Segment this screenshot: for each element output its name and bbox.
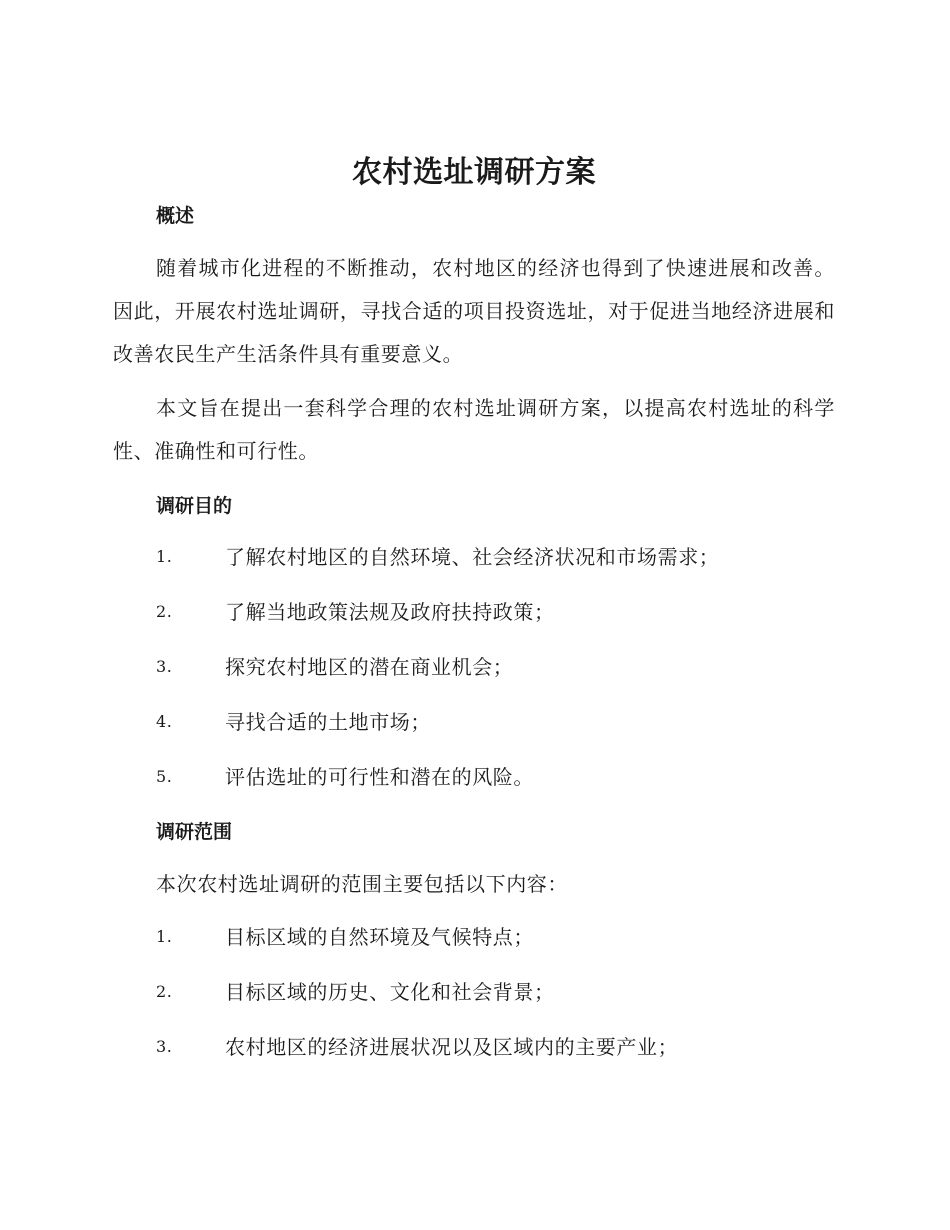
list-item-text: 目标区域的自然环境及气候特点；	[225, 925, 534, 949]
list-item	[113, 702, 835, 757]
section-heading-purpose: 调研目的	[156, 495, 233, 517]
list-item	[113, 592, 835, 647]
list-item-text: 评估选址的可行性和潜在的风险。	[225, 765, 534, 789]
list-item-text: 探究农村地区的潜在商业机会；	[225, 655, 514, 679]
list-item	[113, 537, 835, 592]
list-item-text: 目标区域的历史、文化和社会背景；	[225, 980, 555, 1004]
spacer	[113, 236, 835, 247]
document-title: 农村选址调研方案	[352, 155, 596, 190]
list-item-number: 4.	[156, 712, 173, 731]
list-item	[113, 757, 835, 812]
spacer	[113, 526, 835, 537]
list-item-number: 1.	[156, 927, 173, 946]
spacer	[113, 906, 835, 917]
list-item-number: 5.	[156, 767, 173, 786]
list-item-number: 3.	[156, 657, 173, 676]
list-item	[113, 972, 835, 1027]
list-item-text: 了解当地政策法规及政府扶持政策；	[225, 600, 555, 624]
list-item-text: 了解农村地区的自然环境、社会经济状况和市场需求；	[225, 545, 720, 569]
list-item	[113, 1027, 835, 1082]
list-item	[113, 917, 835, 972]
list-item-text: 寻找合适的土地市场；	[225, 710, 431, 734]
list-item-number: 1.	[156, 547, 173, 566]
overview-paragraph-2: 本文旨在提出一套科学合理的农村选址调研方案，以提高农村选址的科学性、准确性和可行性。	[113, 396, 835, 463]
list-item-number: 2.	[156, 602, 173, 621]
list-item-number: 2.	[156, 982, 173, 1001]
scope-intro: 本次农村选址调研的范围主要包括以下内容：	[156, 872, 568, 896]
list-item	[113, 647, 835, 702]
spacer	[113, 376, 835, 387]
section-heading-scope: 调研范围	[156, 821, 233, 843]
spacer	[113, 852, 835, 863]
overview-paragraph-1: 随着城市化进程的不断推动，农村地区的经济也得到了快速进展和改善。因此，开展农村选址调研，寻找合适的项目投资选址，对于促进当地经济进展和改善农民生产生活条件具有重要意义。	[113, 256, 835, 366]
list-item-text: 农村地区的经济进展状况以及区域内的主要产业；	[225, 1035, 679, 1059]
purpose-list	[113, 537, 835, 812]
section-heading-overview: 概述	[156, 205, 195, 227]
spacer	[113, 473, 835, 486]
scope-list	[113, 917, 835, 1082]
document-body	[113, 148, 835, 1082]
list-item-number: 3.	[156, 1037, 173, 1056]
